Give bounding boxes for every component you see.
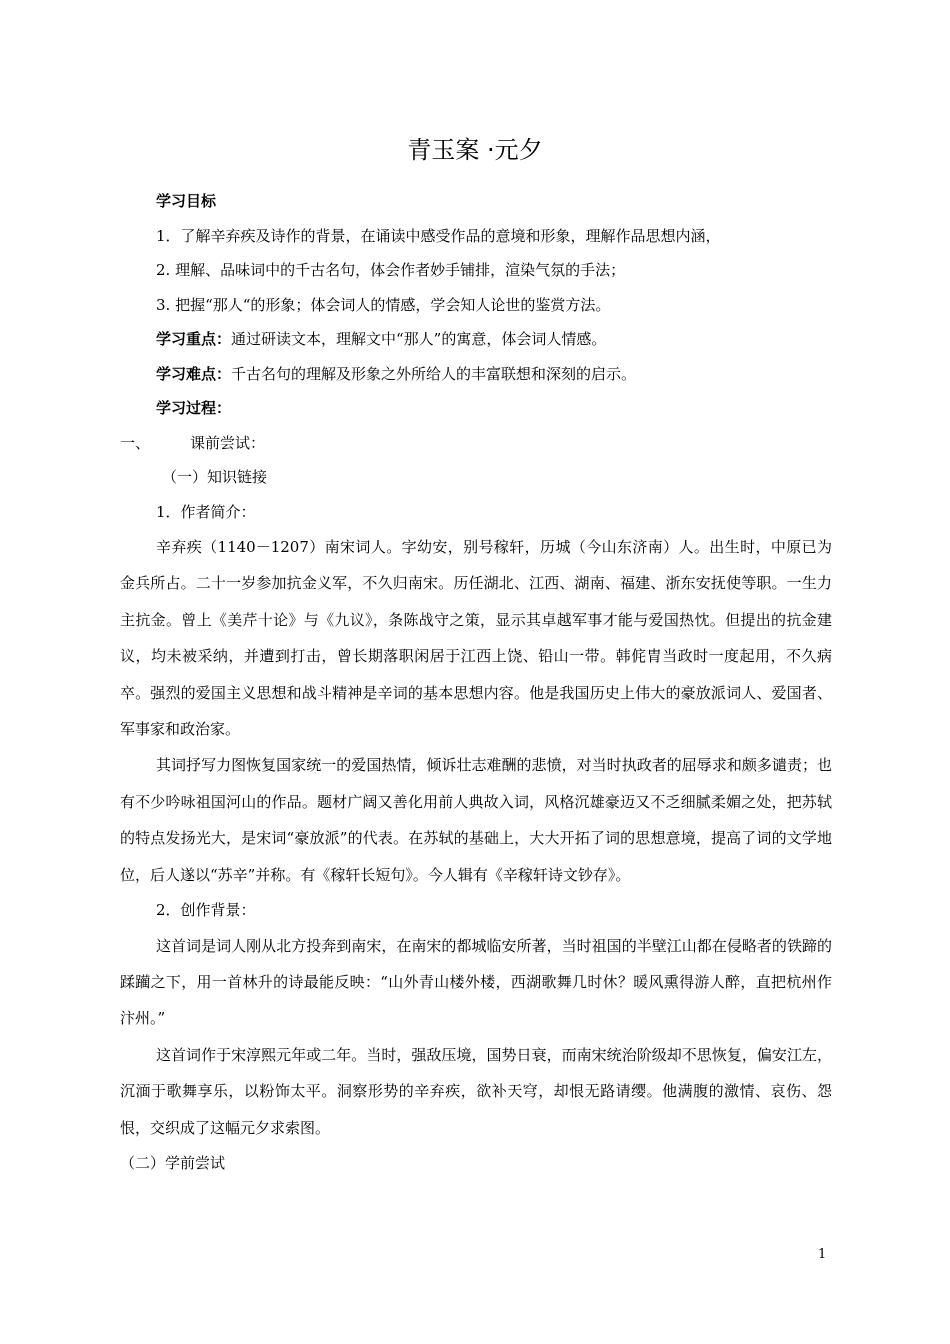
subsection-pre-study: （二）学前尝试: [120, 1154, 226, 1172]
key-point-text: 通过研读文本，理解文中“那人”的寓意，体会词人情感。: [231, 330, 607, 348]
key-point-line: [120, 322, 832, 357]
background-heading: 2．创作背景：: [156, 901, 256, 920]
author-intro-heading: 1．作者简介：: [156, 502, 256, 521]
difficulty-text: 千古名句的理解及形象之外所给人的丰富联想和深刻的启示。: [231, 364, 637, 383]
section-1-number: 一、: [120, 433, 151, 452]
difficulty-label: 学习难点：: [156, 364, 232, 383]
background-paragraph-2: 这首词作于宋淳熙元年或二年。当时，强敌压境，国势日衰，而南宋统治阶级却不思恢复，偏安江左，沉湎于歌舞享乐，以粉饰太平。洞察形势的辛弃疾，欲补天穹，却恨无路请缨。他满腹的激情、哀伤、怨恨，交织成了这幅元夕求索图。: [120, 1045, 832, 1137]
section-1-heading: [120, 426, 832, 461]
objective-item-3: 3. 把握“那人“的形象；体会词人的情感，学会知人论世的鉴赏方法。: [156, 295, 611, 314]
subsection-knowledge-link: （一）知识链接: [162, 468, 268, 486]
section-1-title: 课前尝试：: [190, 433, 266, 452]
objectives-heading: 学习目标: [156, 192, 217, 210]
background-paragraph-1: 这首词是词人刚从北方投奔到南宋，在南宋的都城临安所著，当时祖国的半壁江山都在侵略者的铁蹄的蹂躏之下，用一首林升的诗最能反映：“山外青山楼外楼，西湖歌舞几时休？暖风熏得游人醉，直把杭州作汴州。”: [120, 936, 832, 1028]
document-body: [120, 184, 832, 1181]
key-point-label: 学习重点：: [156, 330, 232, 348]
document-title: 青玉案 ·元夕: [407, 136, 543, 164]
objective-item-2: 2. 理解、品味词中的千古名句，体会作者妙手铺排，渲染气氛的手法；: [156, 261, 626, 279]
author-bio-paragraph-1: 辛弃疾（1140－1207）南宋词人。字幼安，别号稼轩，历城（今山东济南）人。出生时，中原已为金兵所占。二十一岁参加抗金义军，不久归南宋。历任湖北、江西、湖南、福建、浙东安抚使等职。一生力主抗金。曾上《美芹十论》与《九议》，条陈战守之策，显示其卓越军事才能与爱国热忱。但提出的抗金建议，均未被采纳，并遭到打击，曾长期落职闲居于江西上饶、铅山一带。韩侂胄当政时一度起用，不久病卒。强烈的爱国主义思想和战斗精神是辛词的基本思想内容。他是我国历史上伟大的豪放派词人、爱国者、军事家和政治家。: [120, 538, 832, 739]
process-heading: 学习过程：: [156, 399, 232, 417]
objective-item-1: 1．了解辛弃疾及诗作的背景，在诵读中感受作品的意境和形象，理解作品思想内涵，: [156, 226, 721, 245]
page-number: 1: [818, 1247, 827, 1262]
author-bio-paragraph-2: 其词抒写力图恢复国家统一的爱国热情，倾诉壮志难酬的悲愤，对当时执政者的屈辱求和颇多谴责；也有不少吟咏祖国河山的作品。题材广阔又善化用前人典故入词，风格沉雄豪迈又不乏细腻柔媚之处，把苏轼的特点发扬光大，是宋词“豪放派”的代表。在苏轼的基础上，大大开拓了词的思想意境，提高了词的文学地位，后人遂以“苏辛”并称。有《稼轩长短句》。今人辑有《辛稼轩诗文钞存》。: [120, 756, 832, 884]
difficulty-line: [120, 357, 832, 392]
